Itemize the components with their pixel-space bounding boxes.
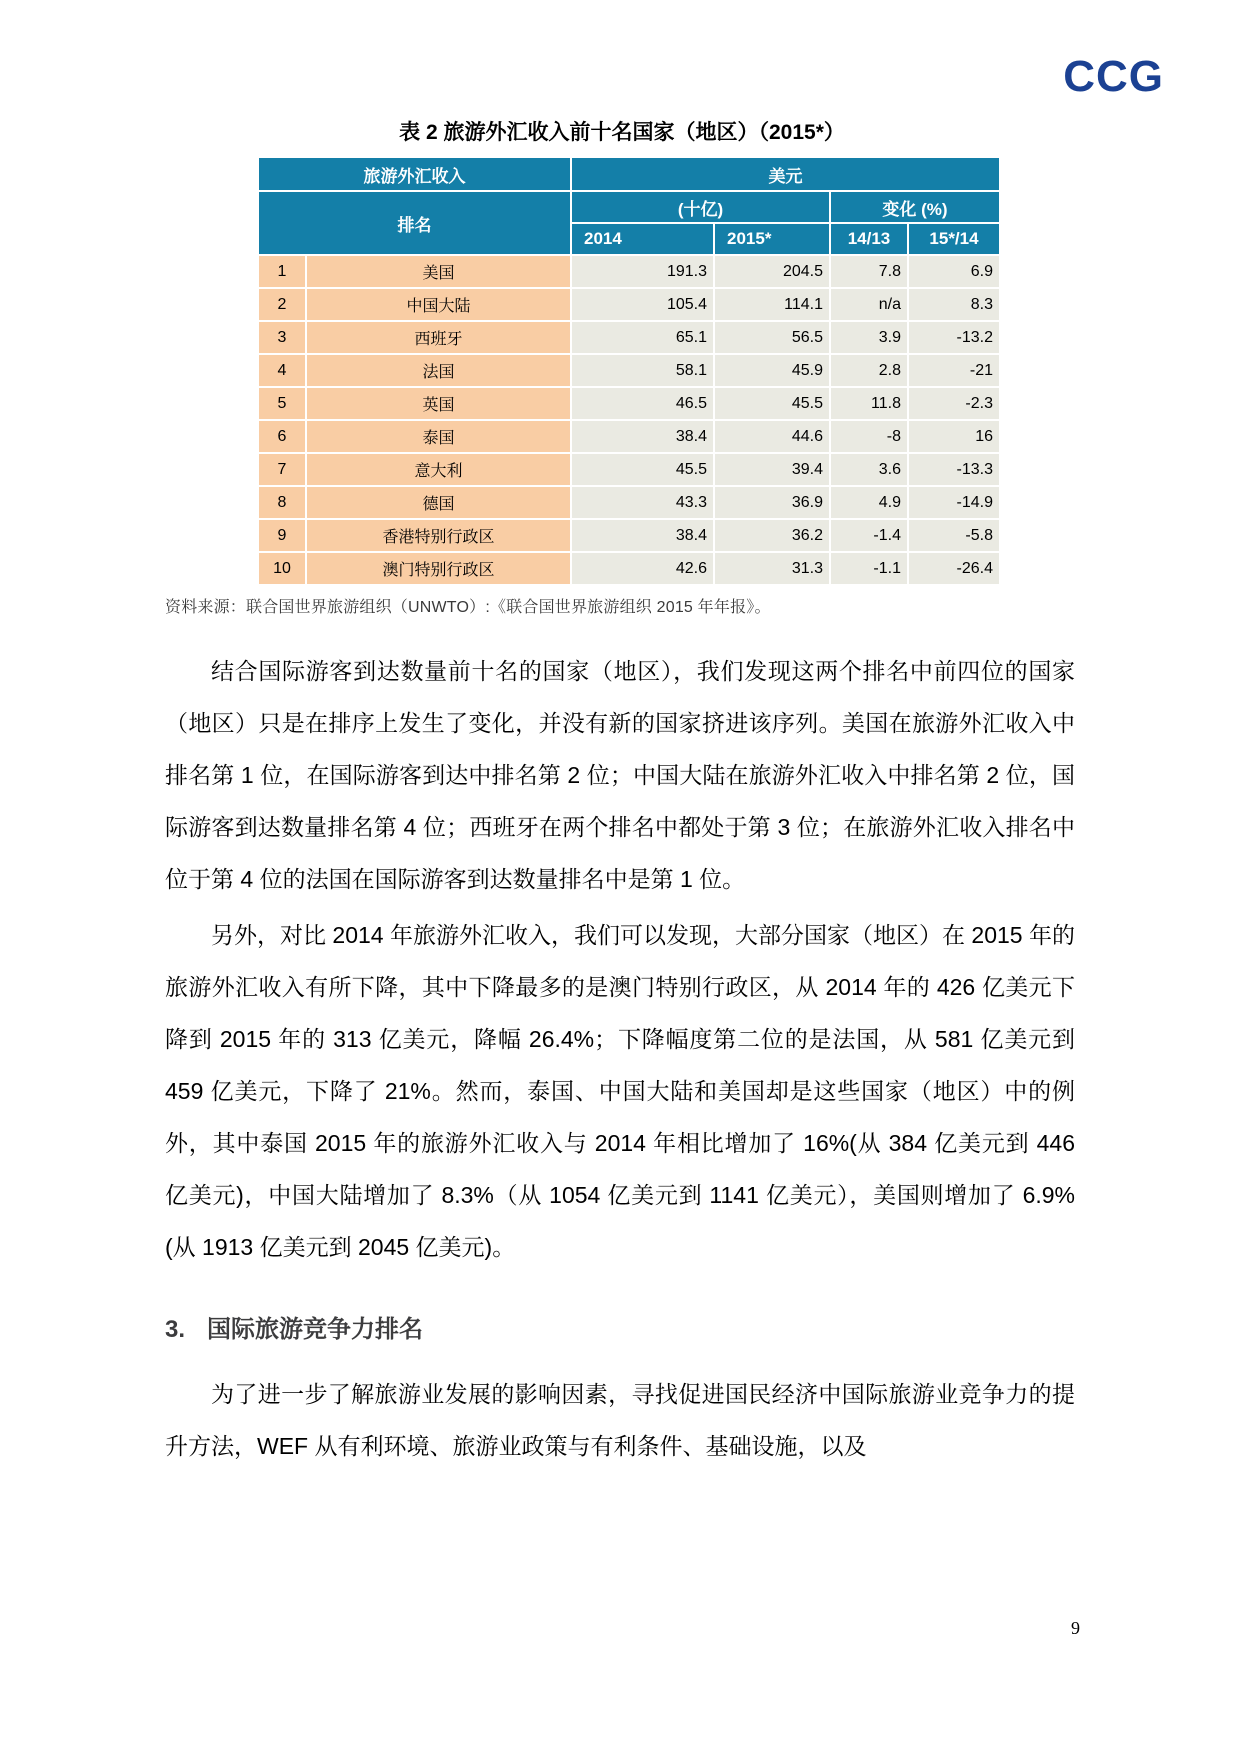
value-2015-cell: 45.5: [715, 388, 829, 419]
country-cell: 意大利: [307, 454, 570, 485]
change-15-14-cell: 8.3: [909, 289, 999, 320]
paragraph-revenue-change: 另外，对比 2014 年旅游外汇收入，我们可以发现，大部分国家（地区）在 2015 年的旅游外汇收入有所下降，其中下降最多的是澳门特别行政区，从 2014 年的 426 亿美元下降到 2015 年的 313 亿美元，降幅 26.4%；下降幅度第二位的是法国，从 581 亿美元到 459 亿美元，下降了 21%。然而，泰国、中国大陆和美国却是这些国家（地区）中的例外，其中泰国 2015 年的旅游外汇收入与 2014 年相比增加了 16%(从 384 亿美元到 446 亿美元)，中国大陆增加了 8.3%（从 1054 亿美元到 1141 亿美元），美国则增加了 6.9%(从 1913 亿美元到 2045 亿美元)。: [165, 922, 1075, 1260]
value-2015-cell: 45.9: [715, 355, 829, 386]
table-source-note: 资料来源：联合国世界旅游组织（UNWTO）:《联合国世界旅游组织 2015 年年报》。: [165, 599, 771, 616]
rank-cell: 9: [259, 520, 305, 551]
country-cell: 美国: [307, 256, 570, 287]
country-cell: 泰国: [307, 421, 570, 452]
value-2014-cell: 191.3: [572, 256, 713, 287]
value-2014-cell: 65.1: [572, 322, 713, 353]
change-14-13-cell: n/a: [831, 289, 907, 320]
value-2015-cell: 36.9: [715, 487, 829, 518]
table-row: [259, 421, 999, 452]
table-header: [259, 158, 999, 254]
rank-cell: 3: [259, 322, 305, 353]
change-15-14-cell: 6.9: [909, 256, 999, 287]
country-cell: 西班牙: [307, 322, 570, 353]
rank-cell: 6: [259, 421, 305, 452]
table-row: [259, 388, 999, 419]
country-cell: 澳门特别行政区: [307, 553, 570, 584]
change-14-13-cell: 3.9: [831, 322, 907, 353]
value-2014-cell: 45.5: [572, 454, 713, 485]
change-15-14-cell: -14.9: [909, 487, 999, 518]
table-row: [259, 322, 999, 353]
rank-cell: 2: [259, 289, 305, 320]
value-2015-cell: 114.1: [715, 289, 829, 320]
change-14-13-cell: -1.4: [831, 520, 907, 551]
change-15-14-cell: -5.8: [909, 520, 999, 551]
country-cell: 香港特别行政区: [307, 520, 570, 551]
header-2014: 2014: [572, 224, 713, 254]
rank-cell: 1: [259, 256, 305, 287]
change-15-14-cell: -21: [909, 355, 999, 386]
paragraph-ranking-comparison: 结合国际游客到达数量前十名的国家（地区），我们发现这两个排名中前四位的国家（地区）只是在排序上发生了变化，并没有新的国家挤进该序列。美国在旅游外汇收入中排名第 1 位，在国际游客到达中排名第 2 位；中国大陆在旅游外汇收入中排名第 2 位，国际游客到达数量排名第 4 位；西班牙在两个排名中都处于第 3 位；在旅游外汇收入排名中位于第 4 位的法国在国际游客到达数量排名中是第 1 位。: [165, 658, 1075, 892]
change-15-14-cell: -13.2: [909, 322, 999, 353]
change-14-13-cell: 7.8: [831, 256, 907, 287]
value-2014-cell: 42.6: [572, 553, 713, 584]
section-number: 3.: [165, 1316, 186, 1343]
paragraph-wef-intro: 为了进一步了解旅游业发展的影响因素，寻找促进国民经济中国际旅游业竞争力的提升方法，WEF 从有利环境、旅游业政策与有利条件、基础设施，以及: [165, 1381, 1075, 1459]
header-group-usd: 美元: [572, 158, 999, 190]
value-2014-cell: 105.4: [572, 289, 713, 320]
change-14-13-cell: 2.8: [831, 355, 907, 386]
value-2014-cell: 38.4: [572, 421, 713, 452]
rank-cell: 8: [259, 487, 305, 518]
value-2015-cell: 44.6: [715, 421, 829, 452]
header-2015: 2015*: [715, 224, 829, 254]
header-group-revenue: 旅游外汇收入: [259, 158, 570, 190]
change-15-14-cell: -2.3: [909, 388, 999, 419]
header-rank: 排名: [259, 192, 570, 254]
value-2015-cell: 31.3: [715, 553, 829, 584]
change-14-13-cell: 3.6: [831, 454, 907, 485]
change-15-14-cell: -26.4: [909, 553, 999, 584]
tourism-revenue-table: [257, 156, 1001, 586]
rank-cell: 10: [259, 553, 305, 584]
change-14-13-cell: -1.1: [831, 553, 907, 584]
table-row: [259, 520, 999, 551]
table-row: [259, 256, 999, 287]
change-14-13-cell: 11.8: [831, 388, 907, 419]
change-14-13-cell: -8: [831, 421, 907, 452]
table-title: 表 2 旅游外汇收入前十名国家（地区）（2015*）: [399, 121, 845, 144]
ccg-logo: CCG: [1063, 52, 1164, 101]
value-2014-cell: 58.1: [572, 355, 713, 386]
header-change-pct: 变化 (%): [831, 192, 999, 222]
table-row: [259, 553, 999, 584]
header-14-13: 14/13: [831, 224, 907, 254]
section-title: 国际旅游竞争力排名: [207, 1316, 424, 1343]
page-number: 9: [1071, 1618, 1080, 1638]
change-15-14-cell: 16: [909, 421, 999, 452]
change-14-13-cell: 4.9: [831, 487, 907, 518]
rank-cell: 4: [259, 355, 305, 386]
rank-cell: 7: [259, 454, 305, 485]
country-cell: 德国: [307, 487, 570, 518]
table-row: [259, 289, 999, 320]
country-cell: 中国大陆: [307, 289, 570, 320]
header-billions: (十亿): [572, 192, 829, 222]
page-content: [165, 116, 1075, 1472]
value-2015-cell: 36.2: [715, 520, 829, 551]
table-row: [259, 454, 999, 485]
value-2014-cell: 46.5: [572, 388, 713, 419]
value-2014-cell: 38.4: [572, 520, 713, 551]
table-row: [259, 487, 999, 518]
value-2015-cell: 56.5: [715, 322, 829, 353]
change-15-14-cell: -13.3: [909, 454, 999, 485]
country-cell: 法国: [307, 355, 570, 386]
country-cell: 英国: [307, 388, 570, 419]
rank-cell: 5: [259, 388, 305, 419]
value-2015-cell: 204.5: [715, 256, 829, 287]
header-15-14: 15*/14: [909, 224, 999, 254]
value-2014-cell: 43.3: [572, 487, 713, 518]
section-heading-3: [165, 1309, 1075, 1344]
table-row: [259, 355, 999, 386]
value-2015-cell: 39.4: [715, 454, 829, 485]
